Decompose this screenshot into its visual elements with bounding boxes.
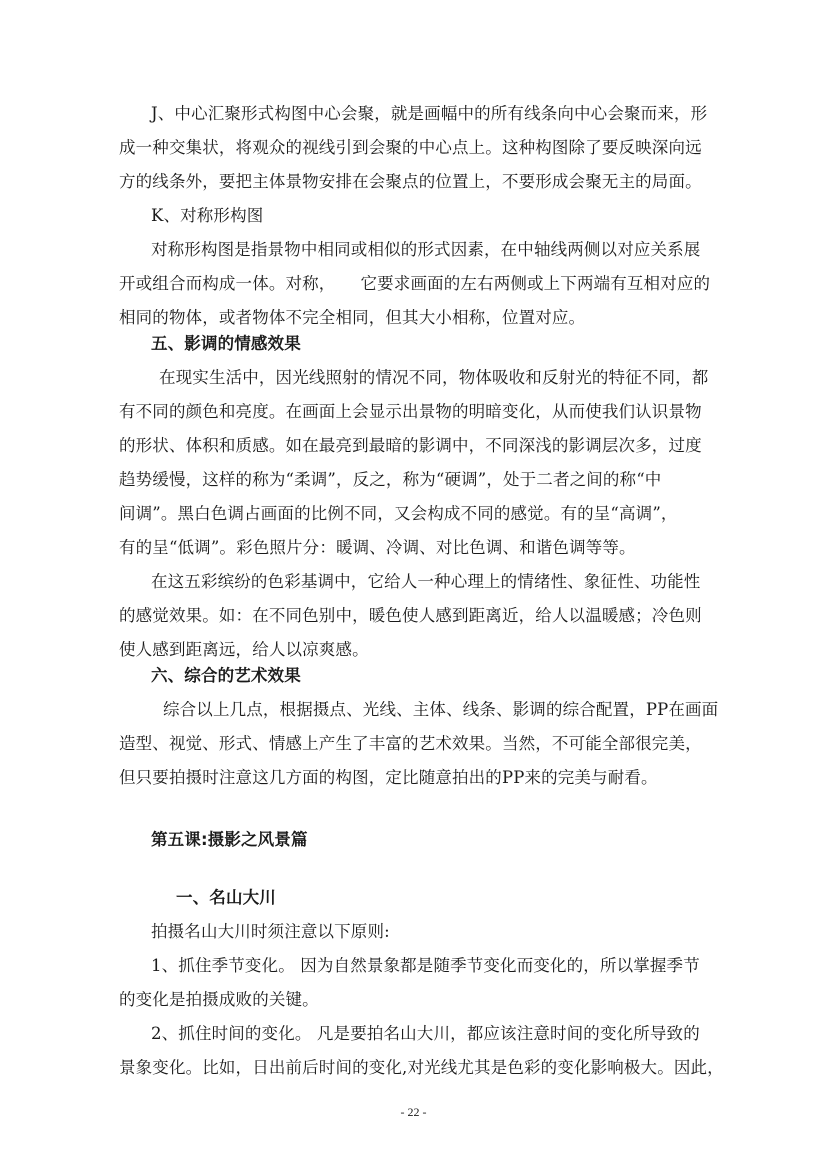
paragraph-line: 2、抓住时间的变化。 凡是要拍名山大川，都应该注意时间的变化所导致的 [151, 1024, 700, 1043]
section-heading-k: K、对称形构图 [151, 206, 264, 225]
paragraph-line: 对称形构图是指景物中相同或相似的形式因素，在中轴线两侧以对应关系展 [151, 240, 701, 259]
paragraph-line: J、中心汇聚形式构图中心会聚，就是画幅中的所有线条向中心会聚而来，形 [151, 104, 708, 123]
section-heading-6: 六、综合的艺术效果 [151, 666, 301, 685]
paragraph-line: 但只要拍摄时注意这几方面的构图，定比随意拍出的PP来的完美与耐看。 [119, 768, 658, 787]
paragraph-line: 相同的物体，或者物体不完全相同，但其大小相称，位置对应。 [119, 308, 586, 327]
paragraph-line: 方的线条外，要把主体景物安排在会聚点的位置上，不要形成会聚无主的局面。 [119, 172, 702, 191]
lesson-title: 第五课:摄影之风景篇 [151, 830, 308, 849]
paragraph-line: 在这五彩缤纷的色彩基调中，它给人一种心理上的情绪性、象征性、功能性 [151, 572, 701, 591]
section-heading-1: 一、名山大川 [176, 888, 276, 907]
paragraph-line: 拍摄名山大川时须注意以下原则: [151, 922, 390, 941]
paragraph-line: 景象变化。比如，日出前后时间的变化,对光线尤其是色彩的变化影响极大。因此， [119, 1058, 724, 1077]
page-number: - 22 - [400, 1105, 427, 1119]
paragraph-line: 综合以上几点，根据摄点、光线、主体、线条、影调的综合配置，PP在画面 [163, 700, 719, 719]
paragraph-line: 造型、视觉、形式、情感上产生了丰富的艺术效果。当然，不可能全部很完美， [119, 734, 702, 753]
paragraph-line: 在现实生活中，因光线照射的情况不同，物体吸收和反射光的特征不同，都 [159, 368, 709, 387]
paragraph-line: 开或组合而构成一体。对称， 它要求画面的左右两侧或上下两端有互相对应的 [119, 274, 711, 293]
paragraph-line: 趋势缓慢，这样的称为“柔调”，反之，称为“硬调”，处于二者之间的称“中 [119, 470, 662, 489]
paragraph-line: 的变化是拍摄成败的关键。 [119, 990, 319, 1009]
section-heading-5: 五、影调的情感效果 [151, 334, 301, 353]
paragraph-line: 有的呈“低调”。彩色照片分：暖调、冷调、对比色调、和谐色调等等。 [119, 538, 636, 557]
paragraph-line: 成一种交集状，将观众的视线引到会聚的中心点上。这种构图除了要反映深向远 [119, 138, 702, 157]
paragraph-line: 有不同的颜色和亮度。在画面上会显示出景物的明暗变化，从而使我们认识景物 [119, 402, 702, 421]
paragraph-line: 的感觉效果。如：在不同色别中，暖色使人感到距离近，给人以温暖感；冷色则 [119, 606, 702, 625]
paragraph-line: 使人感到距离远，给人以凉爽感。 [119, 640, 369, 659]
paragraph-line: 间调”。黑白色调占画面的比例不同，又会构成不同的感觉。有的呈“高调”， [119, 504, 678, 523]
paragraph-line: 的形状、体积和质感。如在最亮到最暗的影调中，不同深浅的影调层次多，过度 [119, 436, 702, 455]
paragraph-line: 1、抓住季节变化。 因为自然景象都是随季节变化而变化的，所以掌握季节 [151, 956, 700, 975]
